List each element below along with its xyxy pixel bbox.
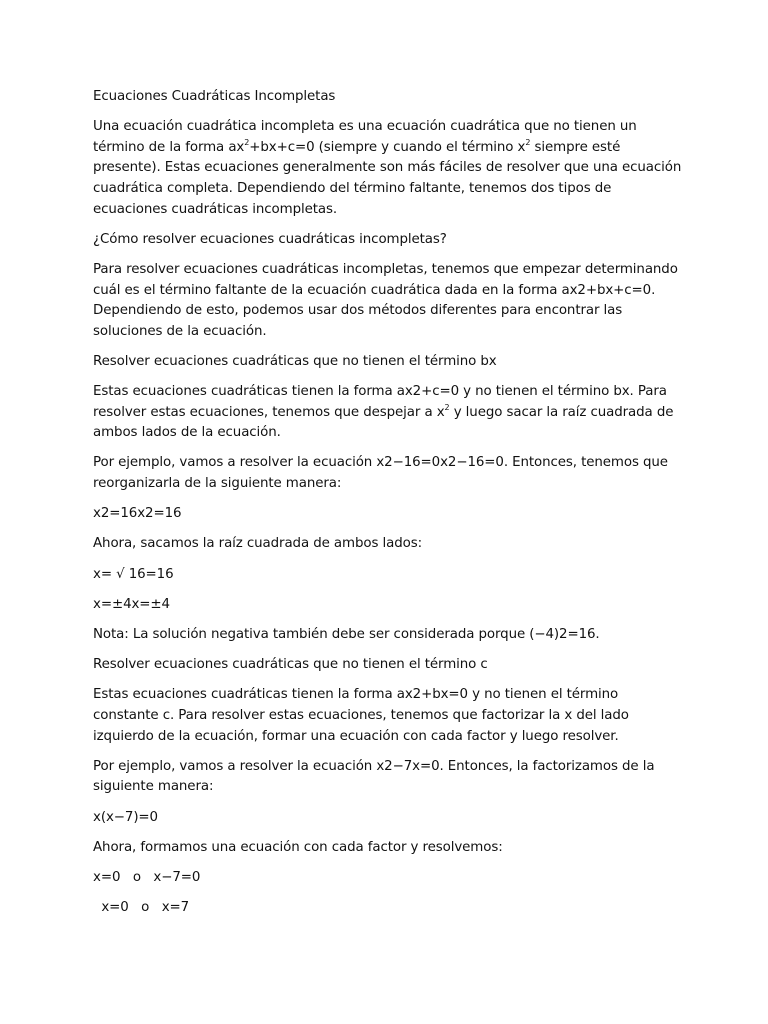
how-paragraph: Para resolver ecuaciones cuadráticas incompletas, tenemos que empezar determinando cuál es el término faltante de la ecuación cuadrática dada en la forma ax2+bx+c=0. Dependiendo de esto, podemos usar dos métodos diferentes para encontrar las soluciones de la ecuación. — [93, 261, 678, 339]
section-c-heading: Resolver ecuaciones cuadráticas que no tienen el término c — [93, 657, 488, 673]
section-c-example: Por ejemplo, vamos a resolver la ecuación x2−7x=0. Entonces, la factorizamos de la siguiente manera: — [93, 758, 655, 795]
section-bx-step: Ahora, sacamos la raíz cuadrada de ambos lados: — [93, 536, 422, 552]
section-bx-equation-2: x= √ 16=16 — [93, 566, 174, 582]
section-bx-example: Por ejemplo, vamos a resolver la ecuación x2−16=0x2−16=0. Entonces, tenemos que reorganizarla de la siguiente manera: — [93, 455, 668, 492]
section-bx-text-1: Estas ecuaciones cuadráticas tienen la forma ax2+c=0 y no tienen el término bx. Para resolver estas ecuaciones, tenemos que despejar a x — [93, 384, 667, 420]
how-heading: ¿Cómo resolver ecuaciones cuadráticas incompletas? — [93, 231, 447, 247]
intro-text-3: siempre esté presente). Estas ecuaciones generalmente son más fáciles de resolver que una ecuación cuadrática completa. Dependiendo del término faltante, tenemos dos tipos de ecuaciones cuadráticas incompletas. — [93, 139, 682, 217]
intro-paragraph — [93, 117, 683, 220]
section-c-equation-3: x=0 o x=7 — [93, 900, 190, 916]
section-bx-paragraph — [93, 382, 683, 444]
section-bx-text-2: y luego sacar la raíz cuadrada de ambos lados de la ecuación. — [93, 404, 674, 441]
intro-text-1: Una ecuación cuadrática incompleta es una ecuación cuadrática que no tienen un término de la forma ax — [93, 119, 637, 155]
intro-superscript-2: 2 — [525, 137, 531, 147]
section-bx-equation-3: x=±4x=±4 — [93, 596, 170, 612]
section-bx-note: Nota: La solución negativa también debe ser considerada porque (−4)2=16. — [93, 627, 600, 642]
section-c-step: Ahora, formamos una ecuación con cada factor y resolvemos: — [93, 839, 503, 855]
section-bx-heading: Resolver ecuaciones cuadráticas que no tienen el término bx — [93, 353, 497, 369]
document-page — [93, 87, 683, 928]
document-title: Ecuaciones Cuadráticas Incompletas — [93, 89, 336, 104]
section-bx-superscript: 2 — [444, 402, 450, 412]
section-c-paragraph: Estas ecuaciones cuadráticas tienen la forma ax2+bx=0 y no tienen el término constante c. Para resolver estas ecuaciones, tenemos que factorizar la x del lado izquierdo de la ecuación, formar una ecuación con cada factor y luego resolver. — [93, 687, 629, 744]
intro-superscript-1: 2 — [244, 137, 250, 147]
section-c-equation-2: x=0 o x−7=0 — [93, 869, 201, 885]
intro-text-2: +bx+c=0 (siempre y cuando el término x — [249, 139, 526, 155]
section-bx-equation-1: x2=16x2=16 — [93, 506, 182, 522]
section-c-equation-1: x(x−7)=0 — [93, 809, 158, 825]
